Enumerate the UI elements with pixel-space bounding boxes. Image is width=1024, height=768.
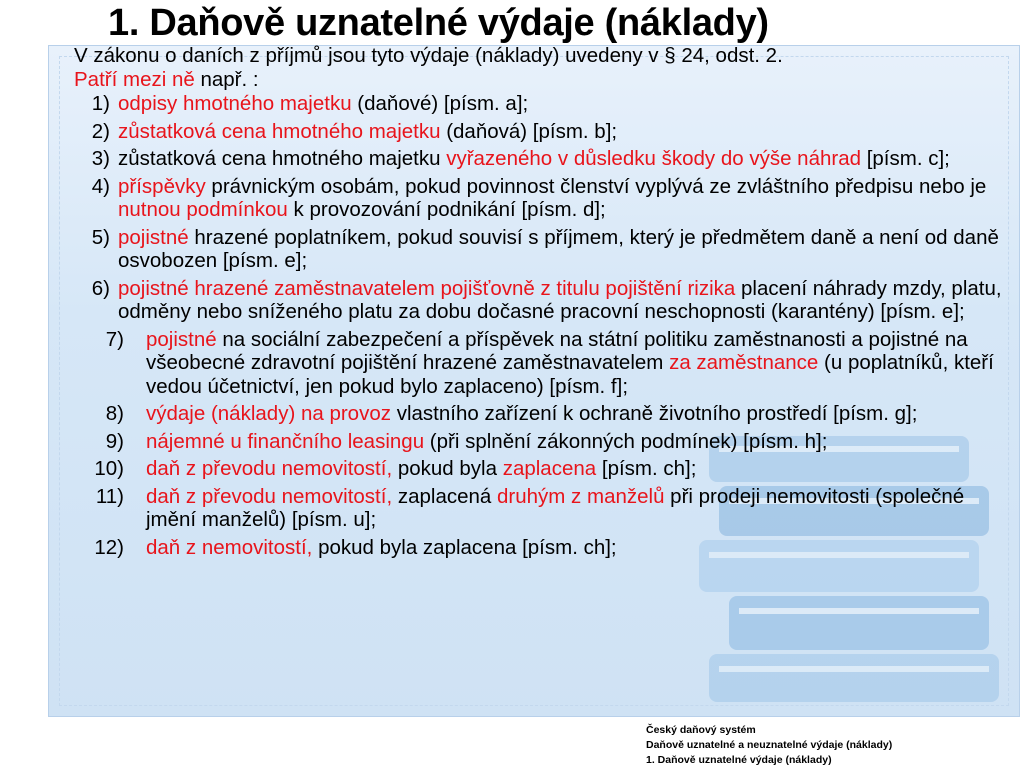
- item-text: [146, 328, 1014, 399]
- list-item: [74, 277, 1014, 324]
- item-number: 2): [91, 119, 110, 143]
- text-highlight: nutnou podmínkou: [118, 198, 288, 221]
- footer-line: 1. Daňově uznatelné výdaje (náklady): [646, 754, 832, 766]
- text-plain: placení náhrady mzdy, platu, odměny nebo sníženého platu za dobu dočasné pracovní neschopnosti (karantény) [písm. e];: [118, 276, 1002, 323]
- item-number: 11): [95, 484, 124, 508]
- item-number: 4): [91, 174, 110, 198]
- item-text: [118, 147, 1014, 171]
- item-text: [146, 402, 1014, 426]
- text-plain: (daňové) [písm. a];: [351, 92, 529, 115]
- item-number: 6): [91, 276, 110, 300]
- text-highlight: daň z nemovitostí,: [146, 535, 313, 559]
- text-plain: hrazené poplatníkem, pokud souvisí s příjmem, který je předmětem daně a není od daně osvobozen [písm. e];: [118, 225, 999, 272]
- item-number: 1): [91, 92, 110, 115]
- item-number: 8): [105, 402, 124, 425]
- list-item: [74, 536, 1014, 560]
- text-highlight: vyřazeného v důsledku škody do výše náhrad: [446, 147, 862, 170]
- text-highlight: daň z převodu nemovitostí,: [146, 457, 393, 480]
- text-plain: při prodeji nemovitosti (společné jmění manželů) [písm. u];: [146, 484, 965, 531]
- item-list-2: [74, 328, 1014, 560]
- text-plain: pokud byla zaplacena [písm. ch];: [312, 535, 617, 559]
- text-plain: vlastního zařízení k ochraně životního prostředí [písm. g];: [391, 402, 918, 425]
- text-plain: [písm. c];: [861, 147, 950, 170]
- list-item: [74, 175, 1014, 222]
- text-plain: na sociální zabezpečení a příspěvek na státní politiku zaměstnanosti a pojistné na všeobecné zdravotní pojištění hrazené zaměstnavatelem: [146, 327, 968, 374]
- item-number: 7): [105, 327, 124, 351]
- text-plain: pokud byla: [392, 457, 503, 480]
- slide-content: [74, 44, 1014, 563]
- list-item: [74, 92, 1014, 116]
- slide-footer: [646, 723, 892, 768]
- footer-line: Český daňový systém: [646, 724, 756, 736]
- text-highlight: pojistné: [118, 225, 189, 249]
- list-item: [74, 226, 1014, 273]
- text-highlight: pojistné hrazené zaměstnavatelem pojišťovně z titulu pojištění rizika: [118, 276, 736, 300]
- text-highlight: nájemné u finančního leasingu: [146, 429, 425, 453]
- item-text: [118, 92, 1014, 116]
- item-text: [118, 175, 1014, 222]
- slide-title: 1. Daňově uznatelné výdaje (náklady): [108, 2, 769, 44]
- item-text: [146, 430, 1014, 454]
- text-highlight: zůstatková cena hmotného majetku: [118, 119, 441, 143]
- intro-paragraph: [74, 44, 1014, 91]
- list-item: [74, 430, 1014, 454]
- text-plain: zaplacená: [392, 484, 497, 508]
- intro-text: V zákonu o daních z příjmů jsou tyto výdaje (náklady) uvedeny v § 24, odst. 2.: [74, 44, 783, 67]
- item-number: 5): [91, 225, 110, 249]
- text-highlight: pojistné: [146, 327, 217, 351]
- item-text: [146, 536, 1014, 560]
- list-item: [74, 457, 1014, 481]
- list-item: [74, 147, 1014, 171]
- item-text: [146, 485, 1014, 532]
- item-number: 9): [105, 429, 124, 453]
- item-text: [118, 226, 1014, 273]
- text-plain: právnickým osobám, pokud povinnost členství vyplývá ze zvláštního předpisu nebo je: [205, 174, 987, 198]
- item-text: [118, 277, 1014, 324]
- text-plain: (daňová) [písm. b];: [440, 119, 618, 143]
- intro-suffix: např. :: [194, 67, 259, 91]
- text-highlight: odpisy hmotného majetku: [118, 92, 352, 115]
- item-list-1: [74, 92, 1014, 324]
- text-plain: (při splnění zákonných podmínek) [písm. h];: [424, 429, 828, 453]
- item-text: [118, 120, 1014, 144]
- text-highlight: příspěvky: [118, 174, 206, 198]
- text-highlight: zaplacena: [502, 457, 597, 480]
- list-item: [74, 402, 1014, 426]
- list-item: [74, 485, 1014, 532]
- list-item: [74, 328, 1014, 399]
- text-highlight: daň z převodu nemovitostí,: [146, 484, 393, 508]
- text-plain: (u poplatníků, kteří vedou účetnictví, jen pokud bylo zaplaceno) [písm. f];: [146, 351, 994, 398]
- item-number: 12): [94, 535, 124, 559]
- text-highlight: výdaje (náklady) na provoz: [146, 402, 391, 425]
- intro-highlight: Patří mezi ně: [74, 67, 195, 91]
- list-item: [74, 120, 1014, 144]
- text-highlight: za zaměstnance: [669, 351, 819, 374]
- item-text: [146, 457, 1014, 481]
- text-plain: zůstatková cena hmotného majetku: [118, 147, 447, 170]
- text-plain: [písm. ch];: [596, 457, 697, 480]
- text-plain: k provozování podnikání [písm. d];: [287, 198, 606, 221]
- item-number: 10): [94, 457, 124, 480]
- text-highlight: druhým z manželů: [497, 484, 665, 508]
- item-number: 3): [91, 147, 110, 170]
- footer-line: Daňově uznatelné a neuznatelné výdaje (náklady): [646, 739, 893, 751]
